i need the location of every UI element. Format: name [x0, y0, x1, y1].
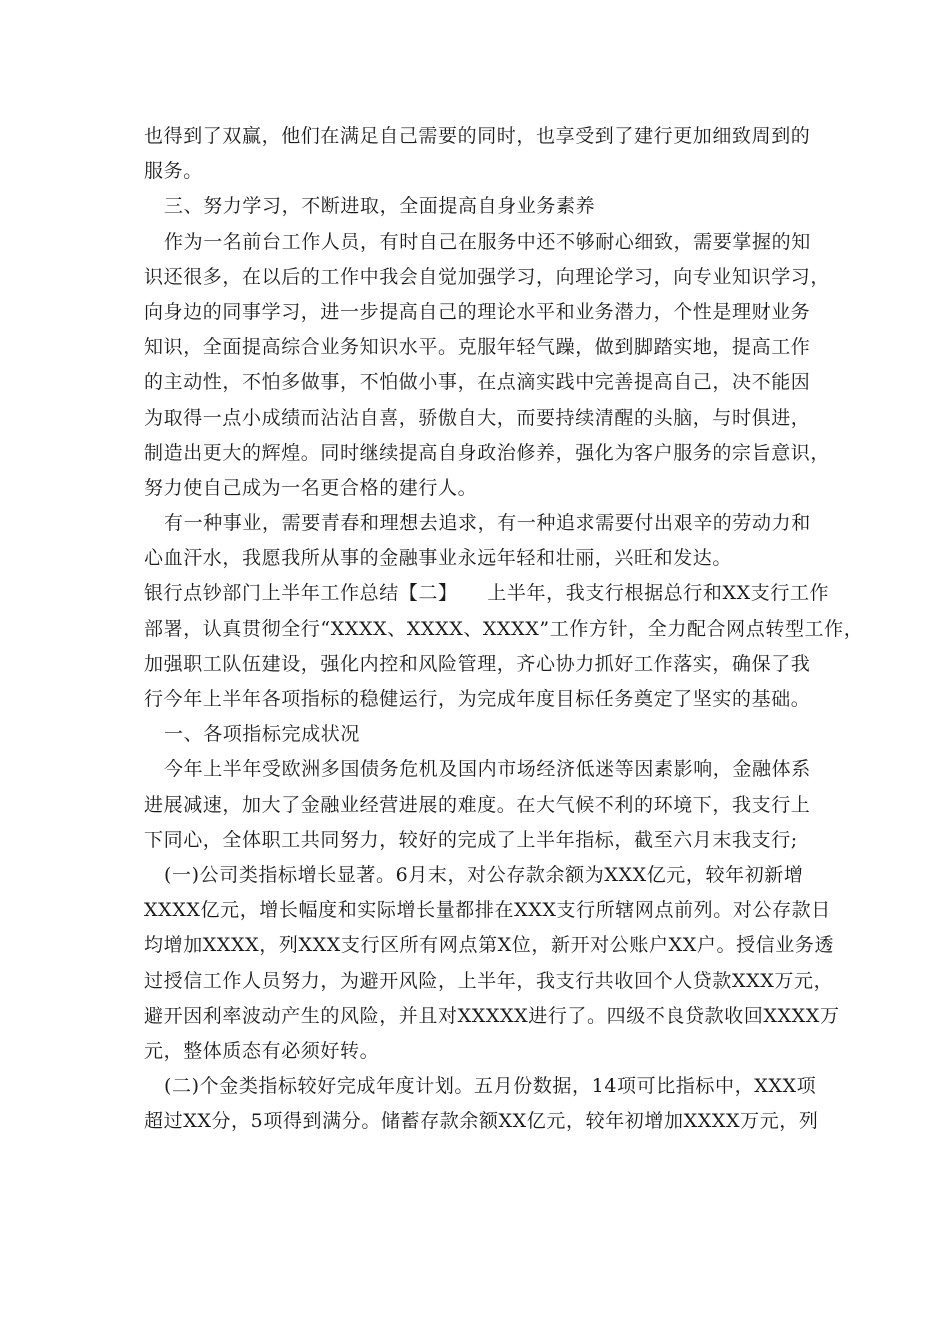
text-line: 作为一名前台工作人员，有时自己在服务中还不够耐心细致，需要掌握的知 [164, 230, 811, 253]
text-line: 有一种事业，需要青春和理想去追求，有一种追求需要付出艰辛的劳动力和 [164, 512, 811, 535]
text-line: 知识，全面提高综合业务知识水平。克服年轻气躁，做到脚踏实地，提高工作 [144, 336, 811, 359]
text-line: XXXX亿元，增长幅度和实际增长量都排在XXX支行所辖网点前列。对公存款日 [144, 899, 831, 922]
text-line: 过授信工作人员努力，为避开风险，上半年，我支行共收回个人贷款XXX万元， [144, 969, 834, 992]
text-line: 避开因利率波动产生的风险，并且对XXXXX进行了。四级不良贷款收回XXXX万 [144, 1004, 840, 1027]
text-line: 制造出更大的辉煌。同时继续提高自身政治修养，强化为客户服务的宗旨意识， [144, 441, 831, 464]
text-line: 行今年上半年各项指标的稳健运行，为完成年度目标任务奠定了坚实的基础。 [144, 688, 811, 710]
document-body [144, 119, 864, 1139]
text-line: 均增加XXXX，列XXX支行区所有网点第X位，新开对公账户XX户。授信业务透 [144, 934, 835, 957]
text-line: 加强职工队伍建设，强化内控和风险管理，齐心协力抓好工作落实，确保了我 [144, 652, 811, 675]
text-line: 银行点钞部门上半年工作总结【二】 上半年，我支行根据总行和XX支行工作 [144, 582, 830, 605]
text-line: 三、努力学习，不断进取，全面提高自身业务素养 [164, 195, 596, 218]
text-line: 努力使自己成为一名更合格的建行人。 [144, 476, 478, 499]
text-line: 部署，认真贯彻全行“XXXX、XXXX、XXXX”工作方针，全力配合网点转型工作， [144, 617, 864, 640]
text-line: 超过XX分，5项得到满分。储蓄存款余额XX亿元，较年初增加XXXX万元，列 [144, 1110, 819, 1133]
text-line: (一)公司类指标增长显著。6月末，对公存款余额为XXX亿元，较年初新增 [164, 863, 804, 886]
text-line: 一、各项指标完成状况 [164, 723, 361, 746]
text-line: 下同心，全体职工共同努力，较好的完成了上半年指标，截至六月末我支行; [144, 828, 798, 851]
text-line: 服务。 [144, 160, 203, 183]
text-line: 的主动性，不怕多做事，不怕做小事，在点滴实践中完善提高自己，决不能因 [144, 371, 811, 394]
text-line: 进展减速，加大了金融业经营进展的难度。在大气候不利的环境下，我支行上 [144, 793, 811, 816]
text-line: 向身边的同事学习，进一步提高自己的理论水平和业务潜力，个性是理财业务 [144, 300, 811, 323]
text-line: 元，整体质态有必须好转。 [144, 1039, 380, 1062]
text-line: 今年上半年受欧洲多国债务危机及国内市场经济低迷等因素影响，金融体系 [164, 758, 811, 781]
text-line: 也得到了双赢，他们在满足自己需要的同时，也享受到了建行更加细致周到的 [144, 125, 811, 147]
text-line: 心血汗水，我愿我所从事的金融事业永远年轻和壮丽，兴旺和发达。 [144, 547, 733, 570]
text-line: 为取得一点小成绩而沾沾自喜，骄傲自大，而要持续清醒的头脑，与时俱进， [144, 406, 811, 429]
text-line: (二)个金类指标较好完成年度计划。五月份数据，14项可比指标中，XXX项 [164, 1075, 817, 1098]
text-line: 识还很多，在以后的工作中我会自觉加强学习，向理论学习，向专业知识学习， [144, 265, 831, 288]
